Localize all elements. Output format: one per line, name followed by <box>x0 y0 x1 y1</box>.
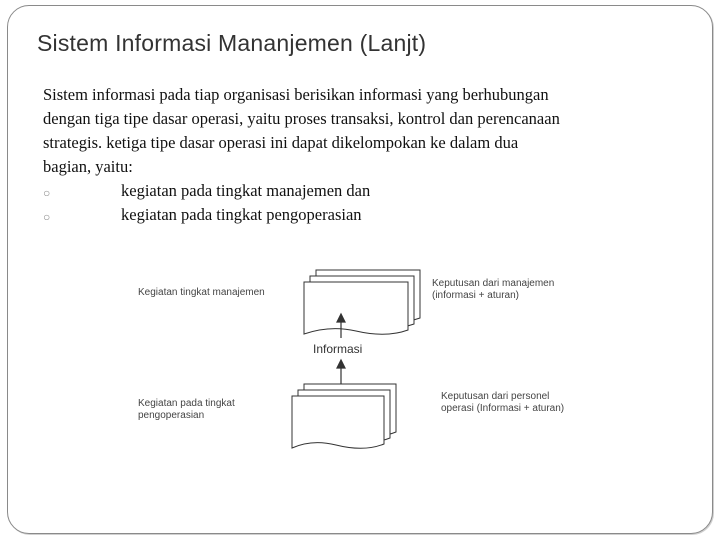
bullet-item <box>43 179 563 203</box>
management-decision-label-line2: (informasi + aturan) <box>432 290 519 301</box>
body-paragraph: Sistem informasi pada tiap organisasi berisikan informasi yang berhubungan dengan tiga tipe dasar operasi, yaitu proses transaksi, kontrol dan perencanaan strategis. ketiga tipe dasar operasi ini dapat dikelompokan ke dalam dua bagian, yaitu: <box>43 85 560 176</box>
operations-decision-label-line2: operasi (Informasi + aturan) <box>441 403 565 414</box>
bullet-item <box>43 203 563 227</box>
information-flow-diagram <box>120 262 600 477</box>
operations-activity-label-line1: Kegiatan pada tingkat <box>138 398 235 409</box>
operations-decision-label-line1: Keputusan dari personel <box>441 391 550 402</box>
hollow-circle-icon: ○ <box>43 210 51 224</box>
operations-document-stack-icon <box>292 384 396 448</box>
management-decision-label-line1: Keputusan dari manajemen <box>432 278 555 289</box>
slide-body <box>43 83 563 227</box>
bullet-label: kegiatan pada tingkat manajemen dan <box>121 181 371 200</box>
management-activity-label: Kegiatan tingkat manajemen <box>138 287 265 298</box>
bullet-label: kegiatan pada tingkat pengoperasian <box>121 205 362 224</box>
hollow-circle-icon: ○ <box>43 186 51 200</box>
information-label: Informasi <box>313 342 363 356</box>
operations-activity-label-line2: pengoperasian <box>138 410 205 421</box>
slide-title: Sistem Informasi Mananjemen (Lanjt) <box>37 30 427 56</box>
management-document-stack-icon <box>304 270 420 334</box>
